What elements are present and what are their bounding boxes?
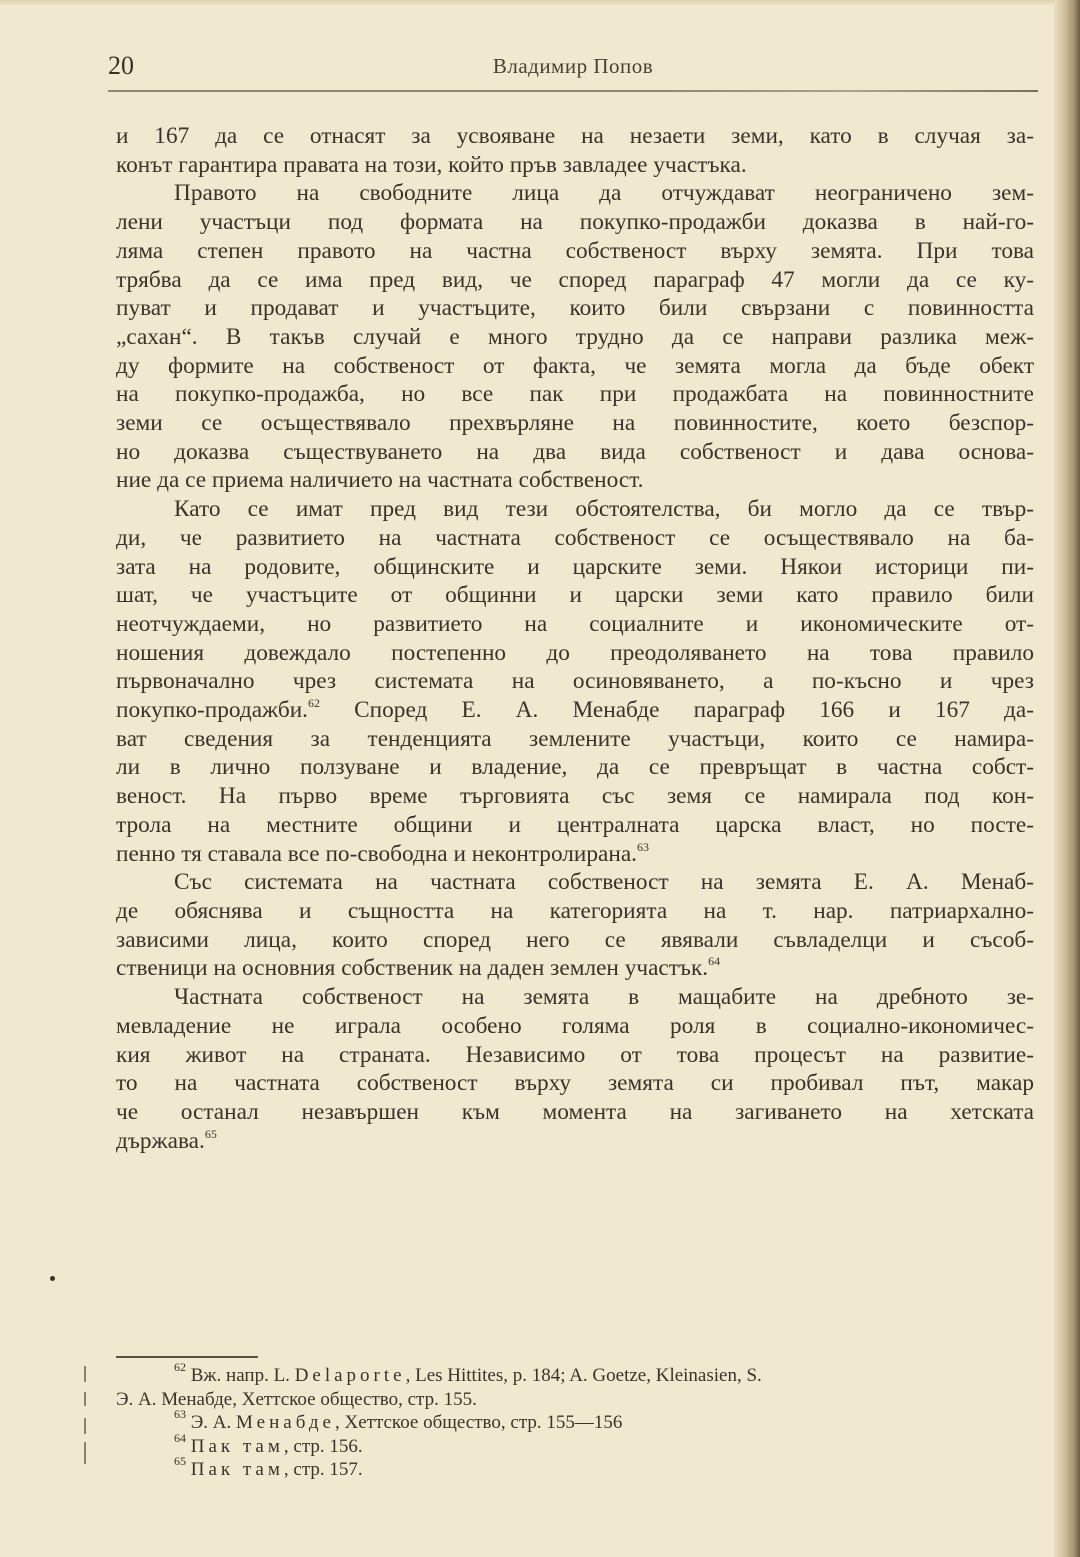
footnote-marker: 62 <box>174 1360 186 1374</box>
text-line: ли в лично ползуване и владение, да се превръщат в частна собст- <box>116 754 1034 781</box>
footnote-ref[interactable]: 63 <box>637 839 649 854</box>
text-line: Като се имат пред вид тези обстоятелства, би могло да се твър- <box>174 496 1034 523</box>
running-head: Владимир Попов <box>492 53 654 78</box>
text-line: веност. На първо време търговията със земя се намирала под кон- <box>116 783 1034 810</box>
footnote-text: Пак там <box>190 1435 284 1457</box>
paragraph <box>116 983 1034 1155</box>
text-line: трябва да се има пред вид, че според параграф 47 могли да се ку- <box>116 266 1034 293</box>
text-line: де обяснява и същността на категорията на т. нар. патриархално- <box>116 897 1034 924</box>
footnote-marker: 64 <box>174 1430 186 1445</box>
footnote-ref[interactable]: 62 <box>307 696 320 711</box>
footnote-marker: 65 <box>174 1454 186 1468</box>
footnote-rule <box>116 1356 258 1358</box>
text-line: лени участъци под формата на покупко-продажби доказва в най-го- <box>116 209 1034 236</box>
text-line: покупко-продажби.$^{62}$ Според Е. А. Менабде параграф 166 и 167 да- <box>116 696 1034 724</box>
text-line: „сахан“. В такъв случай е много трудно да се направи разлика меж- <box>116 323 1034 350</box>
text-line: зата на родовите, общинските и царските земи. Някои историци пи- <box>116 553 1034 580</box>
page-number: 20 <box>108 51 134 80</box>
margin-mark <box>84 1366 86 1382</box>
footnote-ref[interactable]: 65 <box>204 1126 217 1141</box>
footnotes <box>116 1360 1034 1482</box>
footnote-text: Delaporte <box>294 1365 406 1386</box>
text-line: ние да се приема наличието на частната собственост. <box>116 467 644 494</box>
text-line: мевладение не играла особено голяма роля в социално-икономичес- <box>116 1012 1034 1039</box>
body-text <box>116 122 1034 1155</box>
footnote <box>116 1388 1034 1412</box>
text-line: но доказва съществуването на два вида собственост и дава основа- <box>116 438 1034 465</box>
text-line: и 167 да се отнасят за усвояване на незаети земи, като в случая за- <box>116 123 1034 149</box>
footnote-text: Вж. напр. L. <box>190 1365 295 1386</box>
page-header <box>108 48 1038 84</box>
header-rule <box>108 90 1038 92</box>
footnote-text: , стр. 156. <box>283 1435 363 1457</box>
text-line: земи се осъществявало прехвърляне на повинностите, което безспор- <box>116 410 1034 437</box>
page-binding-shadow <box>1054 0 1080 1557</box>
text-line: конът гарантира правата на този, който пръв завладее участъка. <box>116 151 747 178</box>
text-line: ляма степен правото на частна собственост върху земята. При това <box>116 237 1034 264</box>
text-line: зависими лица, които според него се явявали съвладелци и съсоб- <box>116 926 1034 953</box>
footnote <box>116 1454 1034 1482</box>
footnote-text: , Les Hittites, p. 184; A. Goetze, Kleinasien, S. <box>405 1365 762 1386</box>
text-line: ственици на основния собственик на даден землен участък.$^{64}$ <box>116 954 721 982</box>
footnote-text: Менабде <box>236 1412 335 1433</box>
footnote-text: Э. А. <box>190 1412 237 1433</box>
paragraph <box>116 868 1034 983</box>
footnote-text: , стр. 157. <box>283 1459 363 1480</box>
text-line: ношения довеждало постепенно до преодоляването на това правило <box>116 639 1034 666</box>
footnote-ref[interactable]: 64 <box>708 954 721 969</box>
text-line: пенно тя ставала все по-свободна и неконтролирана.$^{63}$ <box>116 839 649 867</box>
footnote-text: Пак там <box>190 1459 284 1480</box>
margin-mark <box>84 1392 86 1406</box>
footnote-marker: 63 <box>174 1407 186 1421</box>
text-line: кия живот на страната. Независимо от това процесът на развитие- <box>116 1041 1034 1068</box>
text-line: на покупко-продажба, но все пак при продажбата на повинностните <box>116 381 1034 408</box>
text-line: първоначално чрез системата на осиновяването, а по-късно и чрез <box>116 668 1034 695</box>
paragraph <box>116 179 1034 495</box>
text-line: Частната собственост на земята в мащабите на дребното зе- <box>174 984 1034 1011</box>
footnote <box>116 1430 1034 1459</box>
paragraph <box>116 495 1034 868</box>
text-line: ват сведения за тенденцията землените участъци, които се намира- <box>116 725 1034 752</box>
footnote-text: , Хеттское общество, стр. 155—156 <box>335 1412 623 1433</box>
text-line: Със системата на частната собственост на земята Е. А. Менаб- <box>174 869 1034 896</box>
text-line: ди, че развитието на частната собственост се осъществявало на ба- <box>116 524 1034 551</box>
margin-mark <box>84 1418 86 1434</box>
text-line: ду формите на собственост от факта, че земята могла да бъде обект <box>116 352 1034 379</box>
text-line: то на частната собственост върху земята си пробивал път, макар <box>116 1070 1034 1097</box>
paper-speck <box>50 1276 55 1281</box>
footnote <box>116 1360 1034 1388</box>
text-line: шат, че участъците от общинни и царски земи като правило били <box>116 582 1034 609</box>
text-line: Правото на свободните лица да отчуждават неограничено зем- <box>174 180 1034 207</box>
footnote <box>116 1407 1034 1435</box>
text-line: неотчуждаеми, но развитието на социалните и икономическите от- <box>116 610 1034 637</box>
paragraph <box>116 122 1034 179</box>
text-line: трола на местните общини и централната царска власт, но посте- <box>116 811 1034 838</box>
margin-mark <box>84 1442 86 1464</box>
text-line: държава.$^{65}$ <box>116 1126 217 1154</box>
footnote-text: Э. А. Менабде, Хеттское общество, стр. 155. <box>116 1388 477 1410</box>
text-line: че останал незавършен към момента на загиването на хетската <box>116 1098 1034 1125</box>
text-line: пуват и продават и участъците, които били свързани с повинността <box>116 295 1034 322</box>
page-top-edge <box>0 0 1080 6</box>
